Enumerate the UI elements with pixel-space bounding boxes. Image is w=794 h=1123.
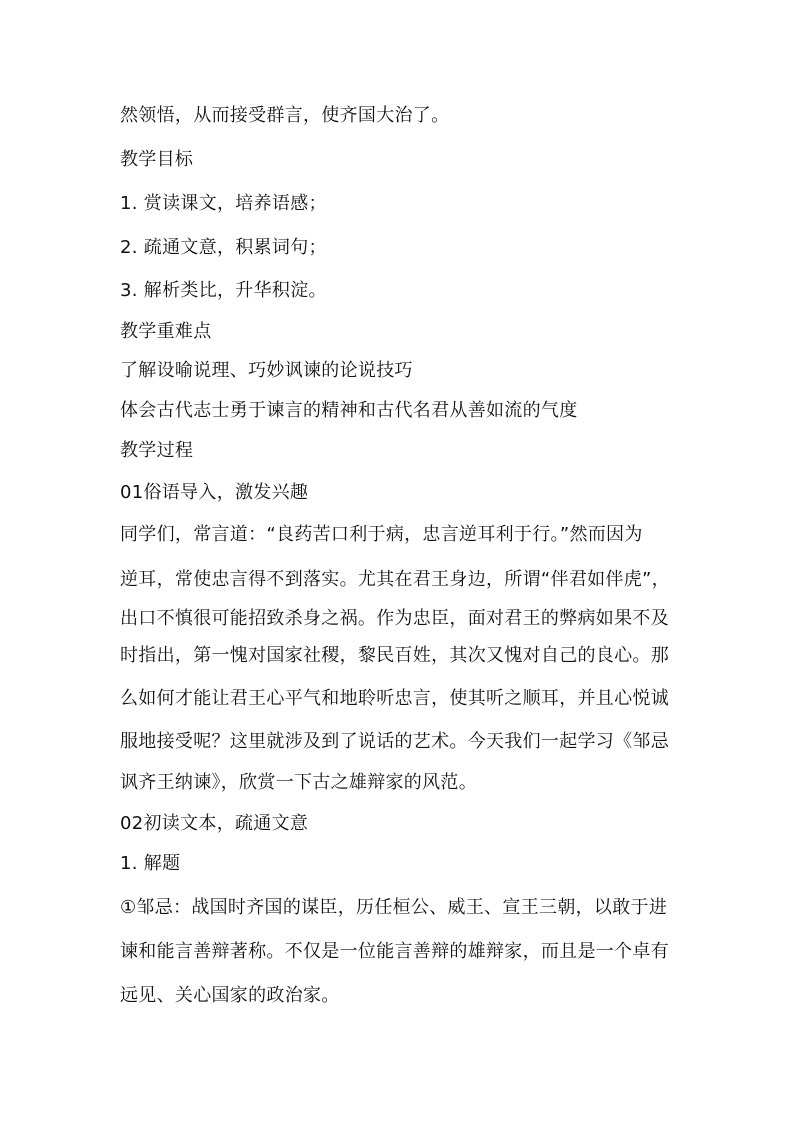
text-line: 然领悟，从而接受群言，使齐国大治了。 [120, 105, 450, 126]
subsection-heading: 02初读文本，疏通文意 [120, 813, 309, 834]
section-heading-key-points: 教学重难点 [120, 321, 212, 342]
list-item: 3. 解析类比，升华积淀。 [120, 280, 327, 301]
text-line: 服地接受呢？这里就涉及到了说话的艺术。今天我们一起学习《邹忌 [120, 731, 669, 752]
text-line: 出口不慎很可能招致杀身之祸。作为忠臣，面对君王的弊病如果不及 [120, 608, 669, 629]
text-line: 么如何才能让君王心平气和地聆听忠言，使其听之顺耳，并且心悦诚 [120, 688, 669, 709]
subsection-heading: 01俗语导入，激发兴趣 [120, 482, 309, 503]
text-line: 逆耳，常使忠言得不到落实。尤其在君王身边，所谓“伴君如伴虎”， [120, 569, 670, 590]
list-item: 1. 赏读课文，培养语感； [120, 193, 327, 214]
text-line: 讽齐王纳谏》，欣赏一下古之雄辩家的风范。 [120, 772, 477, 793]
text-line: 同学们，常言道：“良药苦口利于病，忠言逆耳利于行。”然而因为 [120, 524, 643, 545]
text-line: 体会古代志士勇于谏言的精神和古代名君从善如流的气度 [120, 400, 578, 421]
text-line: 时指出，第一愧对国家社稷，黎民百姓，其次又愧对自己的良心。那 [120, 645, 669, 666]
list-item: 2. 疏通文意，积累词句； [120, 237, 327, 258]
section-heading-process: 教学过程 [120, 440, 194, 461]
text-line: 了解设喻说理、巧妙讽谏的论说技巧 [120, 360, 413, 381]
list-item: 1. 解题 [120, 853, 181, 874]
text-line: ①邹忌：战国时齐国的谋臣，历任桓公、威王、宣王三朝，以敢于进 [120, 897, 668, 918]
text-line: 远见、关心国家的政治家。 [120, 985, 340, 1006]
text-line: 谏和能言善辩著称。不仅是一位能言善辩的雄辩家，而且是一个卓有 [120, 941, 669, 962]
section-heading-objectives: 教学目标 [120, 149, 194, 170]
